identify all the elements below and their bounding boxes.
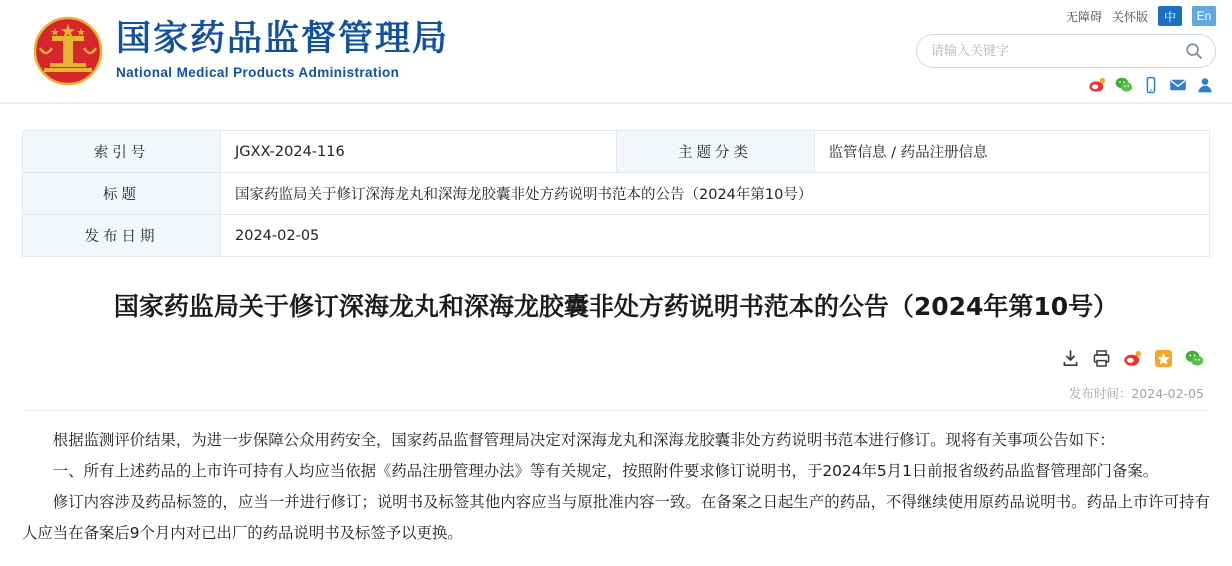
lang-zh-button[interactable]: 中 (1158, 6, 1182, 26)
wechat-share-icon[interactable] (1185, 349, 1204, 368)
meta-label-category: 主题分类 (616, 131, 814, 173)
page-title: 国家药监局关于修订深海龙丸和深海龙胶囊非处方药说明书范本的公告（2024年第10号） (113, 292, 1119, 321)
meta-value-title: 国家药监局关于修订深海龙丸和深海龙胶囊非处方药说明书范本的公告（2024年第10号） (221, 173, 1210, 215)
table-row (23, 173, 1210, 215)
search-icon[interactable] (1185, 42, 1203, 60)
paragraph: 根据监测评价结果，为进一步保障公众用药安全，国家药品监督管理局决定对深海龙丸和深海龙胶囊非处方药说明书范本进行修订。现将有关事项公告如下： (52, 431, 1115, 449)
section-divider (22, 410, 1210, 411)
meta-value-index: JGXX-2024-116 (221, 131, 617, 173)
search-box[interactable] (916, 34, 1216, 68)
weibo-icon[interactable] (1088, 76, 1106, 94)
meta-value-category: 监管信息 / 药品注册信息 (814, 131, 1210, 173)
article-toolbar (22, 349, 1210, 368)
lang-en-button[interactable]: En (1192, 6, 1216, 26)
favorite-share-icon[interactable] (1154, 349, 1173, 368)
user-icon[interactable] (1196, 76, 1214, 94)
site-brand (116, 18, 449, 80)
national-emblem-icon (30, 14, 106, 90)
article-body (22, 425, 1210, 549)
download-icon[interactable] (1061, 349, 1080, 368)
article-content (0, 130, 1232, 549)
weibo-share-icon[interactable] (1123, 349, 1142, 368)
document-meta-table (22, 130, 1210, 257)
meta-label-title: 标题 (23, 173, 221, 215)
meta-label-publish-date: 发布日期 (23, 215, 221, 257)
top-utility-links (1066, 6, 1216, 26)
meta-value-publish-date: 2024-02-05 (221, 215, 1210, 257)
table-row (23, 215, 1210, 257)
care-version-link[interactable]: 关怀版 (1111, 9, 1148, 24)
site-header (0, 0, 1232, 104)
table-row (23, 131, 1210, 173)
search-input[interactable] (929, 43, 1185, 60)
meta-label-index: 索引号 (23, 131, 221, 173)
accessibility-link[interactable]: 无障碍 (1065, 9, 1102, 24)
print-icon[interactable] (1092, 349, 1111, 368)
social-icon-row (1088, 76, 1214, 94)
paragraph: 一、所有上述药品的上市许可持有人均应当依据《药品注册管理办法》等有关规定，按照附件要求修订说明书，于2024年5月1日前报省级药品监督管理部门备案。 (52, 462, 1159, 480)
mail-icon[interactable] (1169, 76, 1187, 94)
brand-title-cn: 国家药品监督管理局 (116, 19, 450, 59)
publish-time: 发布时间：2024-02-05 (1068, 386, 1204, 401)
wechat-icon[interactable] (1115, 76, 1133, 94)
paragraph: 修订内容涉及药品标签的，应当一并进行修订；说明书及标签其他内容应当与原批准内容一致。在备案之日起生产的药品，不得继续使用原药品说明书。药品上市许可持有人应当在备案后9个月内对已出厂的药品说明书及标签予以更换。 (22, 493, 1210, 542)
brand-title-en: National Medical Products Administration (116, 65, 400, 80)
mobile-icon[interactable] (1142, 76, 1160, 94)
